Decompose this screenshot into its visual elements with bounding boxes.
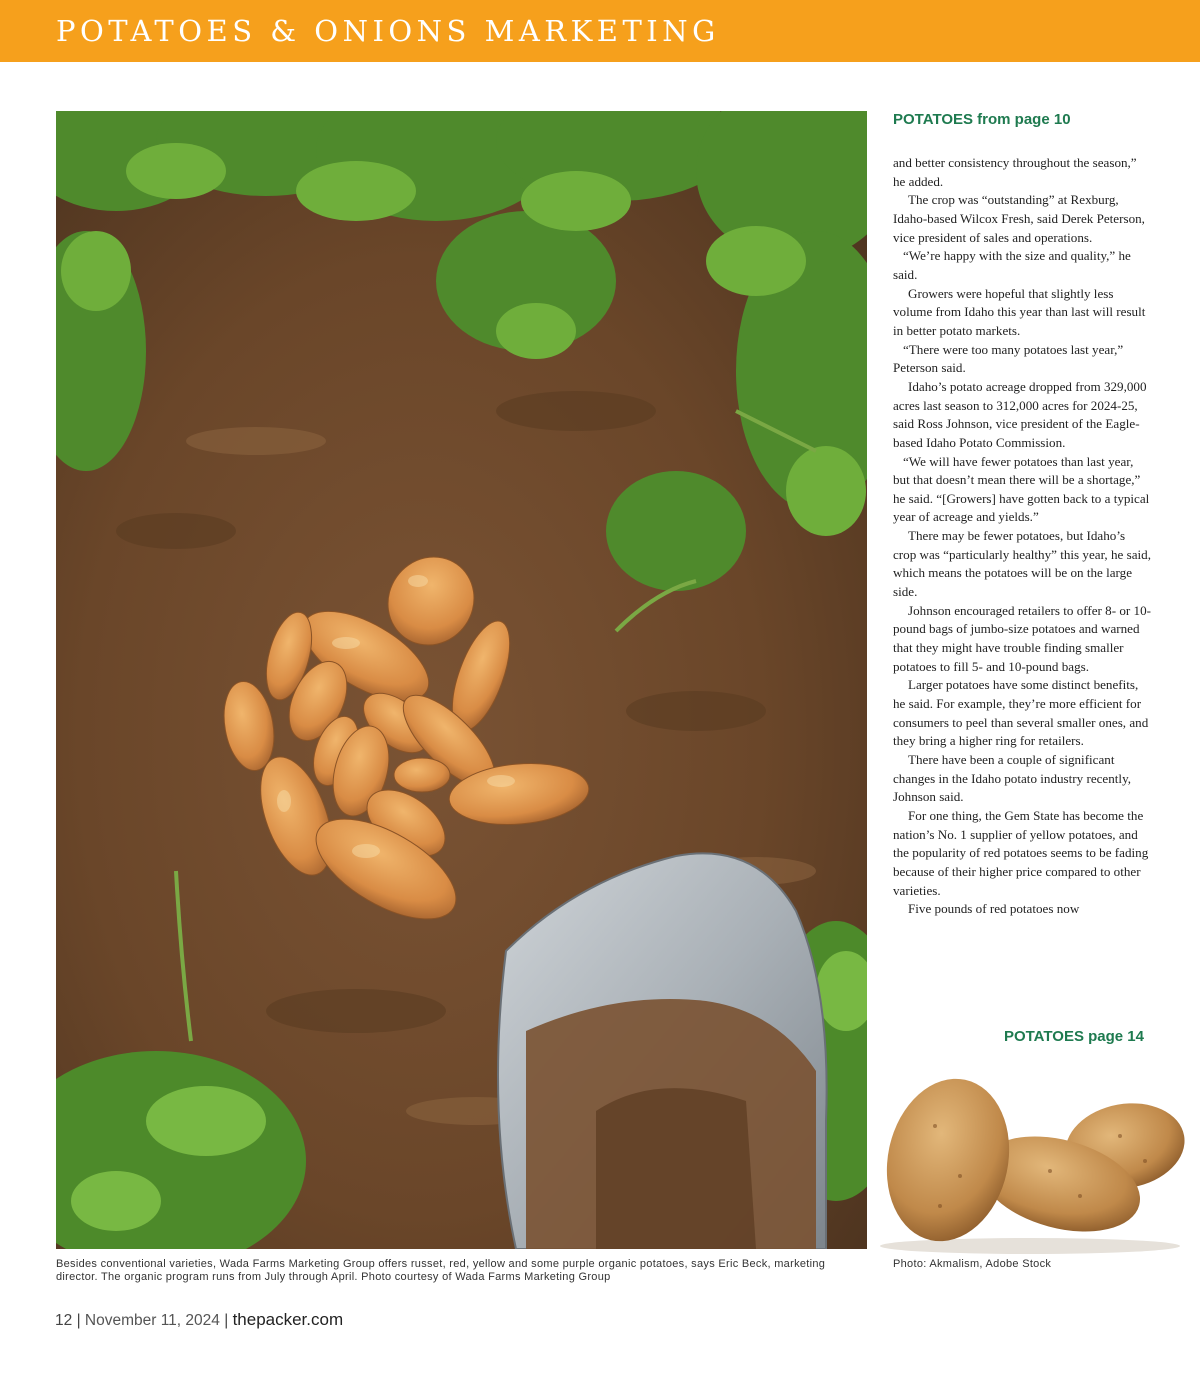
- article-paragraph: Larger potatoes have some distinct benefits, he said. For example, they’re more efficient for consumers to peel than several smaller ones, and they bring a higher ring for retailers.: [893, 677, 1149, 749]
- page-number: 12: [55, 1312, 73, 1329]
- article-paragraph: “There were too many potatoes last year,” Peterson said.: [893, 341, 1124, 376]
- continued-from-header: POTATOES from page 10: [893, 111, 1071, 128]
- article-paragraph: Growers were hopeful that slightly less volume from Idaho this year than last will result in better potato markets.: [893, 285, 1146, 338]
- article-paragraph: Five pounds of red potatoes now: [908, 901, 1080, 917]
- article-paragraph: Johnson encouraged retailers to offer 8- or 10-pound bags of jumbo-size potatoes and warned that they might have trouble finding smaller potatoes to fill 5- and 10-pound bags.: [893, 602, 1152, 674]
- article-paragraph: “We will have fewer potatoes than last year, but that doesn’t mean there will be a shortage,” he said. “[Growers] have gotten back to a typical year of acreage and yields.”: [893, 453, 1150, 525]
- article-paragraph: and better consistency throughout the season,” he added.: [893, 155, 1137, 189]
- footer-separator: |: [224, 1312, 229, 1329]
- russet-potatoes-photo: [880, 1066, 1190, 1254]
- issue-date: November 11, 2024: [84, 1312, 220, 1329]
- section-title: POTATOES & ONIONS MARKETING: [56, 14, 720, 48]
- site-link[interactable]: thepacker.com: [232, 1310, 344, 1329]
- continued-on-link: POTATOES page 14: [1003, 1028, 1144, 1045]
- photo-caption: Besides conventional varieties, Wada Farms Marketing Group offers russet, red, yellow and some purple organic potatoes, says Eric Beck, marketing director. The organic program runs from July through April. Photo courtesy of Wada Farms Marketing Group: [56, 1258, 826, 1284]
- potato-harvest-illustration: [56, 111, 867, 1249]
- article-paragraph: “We’re happy with the size and quality,” he said.: [893, 248, 1131, 282]
- page-footer: [55, 1310, 343, 1330]
- photo-credit: Photo: Akmalism, Adobe Stock: [893, 1258, 1052, 1270]
- article-paragraph: There have been a couple of significant changes in the Idaho potato industry recently, Johnson said.: [893, 752, 1132, 805]
- russet-potatoes-illustration: [880, 1066, 1190, 1254]
- article-paragraph: The crop was “outstanding” at Rexburg, Idaho-based Wilcox Fresh, said Derek Peterson, vice president of sales and operations.: [893, 192, 1145, 245]
- article-paragraph: There may be fewer potatoes, but Idaho’s crop was “particularly healthy” this year, he said, which means the potatoes will be on the large side.: [893, 528, 1151, 600]
- article-paragraph: For one thing, the Gem State has become the nation’s No. 1 supplier of yellow potatoes, and the popularity of red potatoes seems to be fading because of their higher price compared to other varieties.: [893, 807, 1149, 898]
- section-banner: [0, 0, 1200, 62]
- footer-separator: |: [76, 1312, 81, 1329]
- article-body: [893, 154, 1151, 919]
- potato-harvest-photo: [56, 111, 867, 1249]
- article-paragraph: Idaho’s potato acreage dropped from 329,000 acres last season to 312,000 acres for 2024-25, said Ross Johnson, vice president of the Eagle-based Idaho Potato Commission.: [893, 378, 1147, 450]
